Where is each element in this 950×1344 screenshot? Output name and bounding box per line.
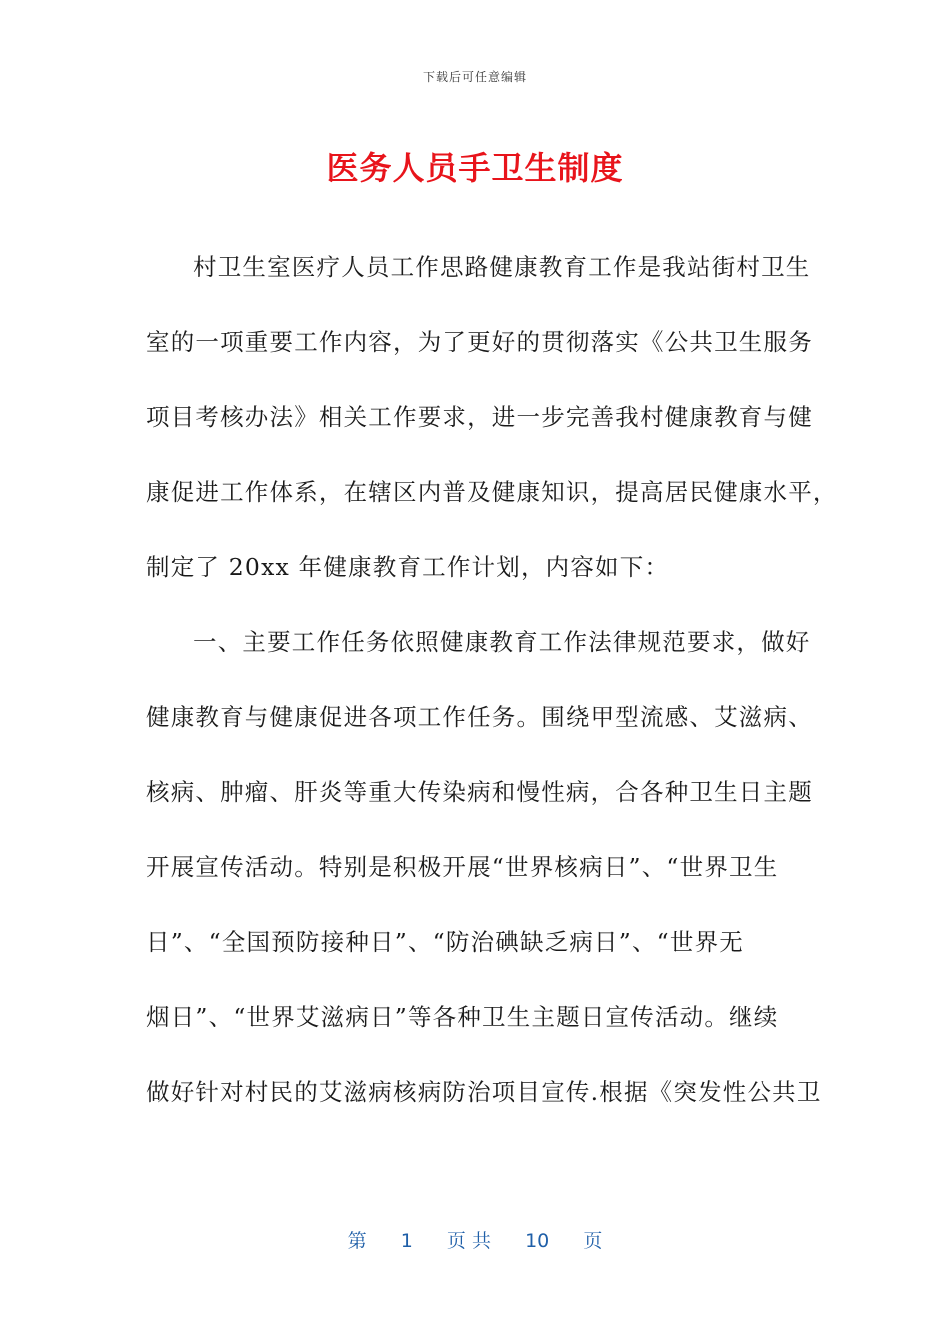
body-line: 做好针对村民的艾滋病核病防治项目宣传.根据《突发性公共卫 xyxy=(146,1078,822,1106)
document-title: 医务人员手卫生制度 xyxy=(326,149,624,187)
body-line: 一、主要工作任务依照健康教育工作法律规范要求，做好 xyxy=(193,628,811,656)
footer-middle: 页 共 xyxy=(446,1230,491,1252)
footer-total-pages: 10 xyxy=(525,1230,550,1252)
body-line: 项目考核办法》相关工作要求，进一步完善我村健康教育与健 xyxy=(146,403,813,431)
body-line: 康促进工作体系，在辖区内普及健康知识，提高居民健康水平， xyxy=(146,478,838,506)
body-line: 村卫生室医疗人员工作思路健康教育工作是我站街村卫生 xyxy=(193,253,811,281)
header-note: 下载后可任意编辑 xyxy=(422,70,527,84)
body-line: 日”、“全国预防接种日”、“防治碘缺乏病日”、“世界无 xyxy=(146,928,744,956)
body-line: 核病、肿瘤、肝炎等重大传染病和慢性病，合各种卫生日主题 xyxy=(146,778,813,806)
body-line: 烟日”、“世界艾滋病日”等各种卫生主题日宣传活动。继续 xyxy=(146,1003,779,1031)
footer-suffix: 页 xyxy=(583,1230,603,1252)
body-line: 健康教育与健康促进各项工作任务。围绕甲型流感、艾滋病、 xyxy=(146,703,813,731)
body-line: 开展宣传活动。特别是积极开展“世界核病日”、“世界卫生 xyxy=(146,853,779,881)
footer-prefix: 第 xyxy=(347,1230,367,1252)
footer-current-page: 1 xyxy=(400,1230,413,1252)
body-line: 制定了 20xx 年健康教育工作计划，内容如下： xyxy=(146,553,670,581)
body-line: 室的一项重要工作内容，为了更好的贯彻落实《公共卫生服务 xyxy=(146,328,813,356)
page-footer xyxy=(0,1226,950,1253)
